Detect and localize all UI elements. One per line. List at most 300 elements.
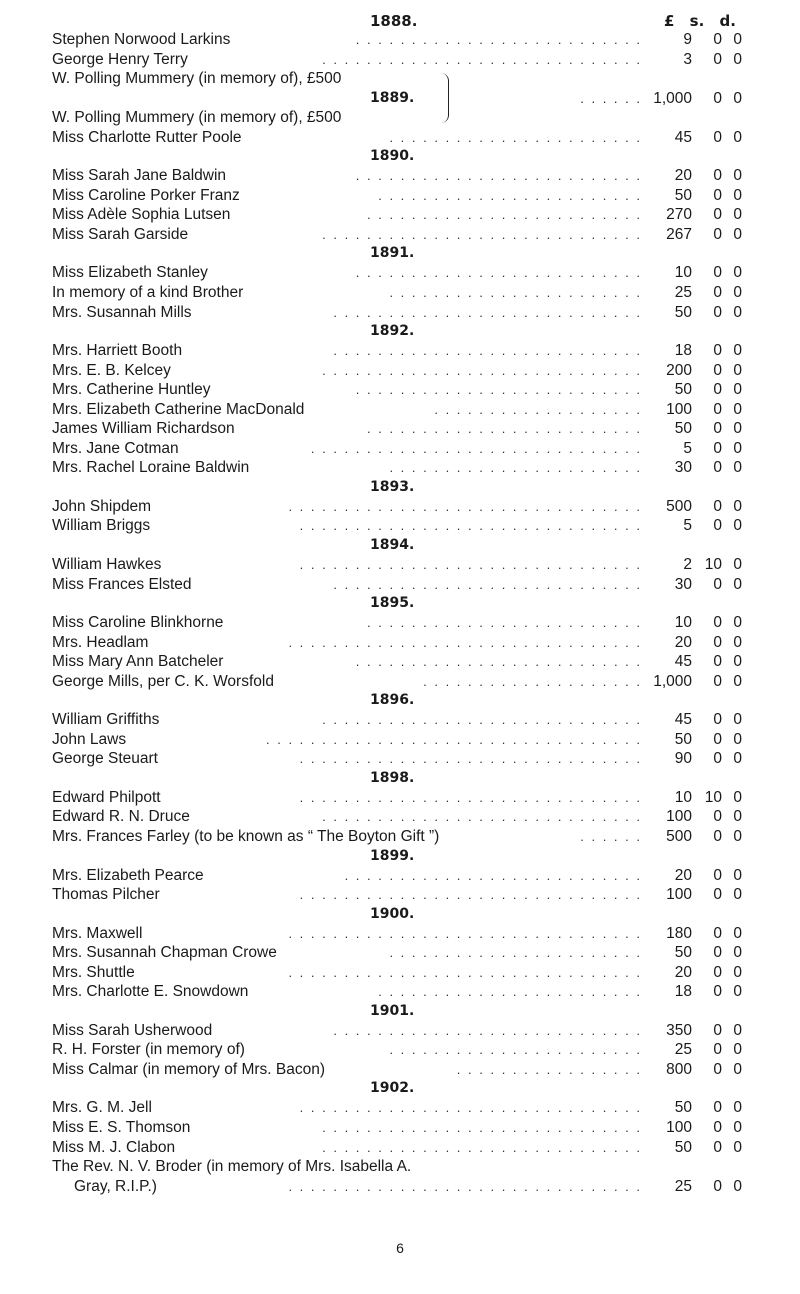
pounds: 200 [666, 361, 692, 379]
leader-dots: . . . . . . . . . . . . . . . . . . . . . . . . . . . . . . . [299, 518, 642, 534]
leader-dots: . . . . . . . . . . . . . . . . . . . . . . . . . . . . [333, 576, 642, 592]
shillings: 0 [713, 400, 722, 418]
donation-row [52, 885, 742, 905]
leader-dots: . . . . . . . . . . . . . . . . . . . . . . . . . . . . . . [310, 440, 642, 456]
shillings: 0 [713, 283, 722, 301]
donor-name: Mrs. Maxwell [52, 924, 143, 942]
shillings: 0 [713, 50, 722, 68]
shillings: 0 [713, 420, 722, 438]
shillings: 0 [713, 808, 722, 826]
pence: 0 [733, 31, 742, 48]
donor-name: Mrs. E. B. Kelcey [52, 361, 171, 379]
shillings: 0 [713, 886, 722, 904]
pence: 0 [733, 283, 742, 301]
pence: 0 [733, 225, 742, 243]
pounds: 270 [666, 206, 692, 224]
pounds: 50 [674, 944, 692, 962]
donation-row [52, 497, 742, 517]
shillings: 0 [713, 128, 722, 146]
donor-name: George Steuart [52, 750, 158, 768]
shillings: 0 [713, 381, 722, 399]
after-bracket-rows [52, 128, 742, 148]
year-heading: 1888. [370, 12, 418, 30]
shillings: 0 [713, 1099, 722, 1117]
year-group [52, 847, 742, 905]
donor-name: Mrs. Catherine Huntley [52, 381, 211, 399]
leader-dots: . . . . . . . . . . . . . . . . . . . . . . . . . . [355, 382, 642, 398]
donations-list-page [52, 0, 742, 1196]
donor-name: Mrs. Jane Cotman [52, 439, 179, 457]
donor-name: Stephen Norwood Larkins [52, 31, 231, 48]
pounds: 45 [674, 711, 692, 729]
shillings: 0 [713, 264, 722, 282]
donation-row [52, 827, 742, 847]
leader-dots: . . . . . . . . . . . . . . . . . . . . . . . . . . . [344, 867, 642, 883]
pounds: 20 [674, 963, 692, 981]
pence: 0 [733, 1060, 742, 1078]
year-heading: 1890. [370, 148, 415, 165]
pounds: 2 [683, 555, 692, 573]
donation-row [52, 1118, 742, 1138]
year-heading: 1894. [370, 536, 415, 553]
pounds: 30 [674, 459, 692, 477]
donation-row [52, 516, 742, 536]
pounds: 9 [683, 31, 692, 48]
pence: 0 [733, 730, 742, 748]
pence: 0 [733, 750, 742, 768]
donor-name: Mrs. Elizabeth Pearce [52, 866, 204, 884]
leader-dots: . . . . . . [580, 829, 642, 844]
year-heading: 1902. [370, 1080, 415, 1097]
donation-row [52, 652, 742, 672]
year-heading: 1895. [370, 595, 415, 612]
donation-row [52, 963, 742, 983]
currency-headings [664, 12, 736, 30]
leader-dots: . . . . . . . . . . . . . . . . . . . . . . . . . . . . [333, 304, 642, 320]
year-heading: 1899. [370, 847, 415, 864]
pence: 0 [733, 886, 742, 904]
leader-dots: . . . . . . . . . . . . . . . . . . . . . . . . . . . . [333, 1022, 642, 1038]
shillings: 0 [713, 1041, 722, 1059]
shillings: 0 [713, 1177, 722, 1195]
donation-row [52, 943, 742, 963]
leader-dots: . . . . . . . . . . . . . . . . . . . . . . . . . . . . . . . . [288, 498, 642, 514]
year-group [52, 691, 742, 769]
brace-mark [440, 73, 449, 123]
donation-row [52, 1060, 742, 1080]
shillings: 0 [713, 361, 722, 379]
donor-name: Miss Charlotte Rutter Poole [52, 128, 242, 146]
pence: 0 [733, 555, 742, 573]
shillings: 0 [713, 206, 722, 224]
pound-heading: £ [664, 12, 675, 30]
donor-name: Miss Caroline Porker Franz [52, 186, 240, 204]
shillings: 0 [713, 866, 722, 884]
year-heading: 1896. [370, 692, 415, 709]
pence: 0 [733, 128, 742, 146]
pounds: 180 [666, 924, 692, 942]
leader-dots: . . . . . . . . . . . . . . . . . . . . . . . . . . . . . . . . . . [266, 731, 642, 747]
donation-row [52, 361, 742, 381]
year-group [52, 244, 742, 322]
shillings: 0 [713, 31, 722, 48]
pence: 0 [733, 420, 742, 438]
leader-dots: . . . . . . . . . . . . . . . . . . . . . . . . . [367, 615, 642, 631]
pounds: 267 [666, 225, 692, 243]
pounds: 100 [666, 1119, 692, 1137]
donor-name: Miss Caroline Blinkhorne [52, 614, 224, 632]
pence: 0 [733, 1177, 742, 1195]
pounds: 25 [674, 283, 692, 301]
pounds: 100 [666, 808, 692, 826]
donation-row [52, 730, 742, 750]
shillings: 0 [713, 614, 722, 632]
donor-name: Miss E. S. Thomson [52, 1119, 191, 1137]
pounds: 350 [666, 1021, 692, 1039]
leader-dots: . . . . . . . . . . . . . . . . . . . [434, 401, 642, 417]
donor-name: William Griffiths [52, 711, 160, 729]
donor-name: In memory of a kind Brother [52, 283, 244, 301]
donation-row [52, 225, 742, 245]
shillings: 0 [713, 653, 722, 671]
leader-dots: . . . . . . . . . . . . . . . . . . . . . . . . . . . . . [322, 226, 642, 242]
donation-row [52, 50, 742, 70]
donation-row [52, 924, 742, 944]
donation-row [52, 439, 742, 459]
pence: 0 [733, 50, 742, 68]
leader-dots: . . . . . . . . . . . . . . . . . . . . [423, 673, 642, 689]
leader-dots: . . . . . . . . . . . . . . . . . . . . . . . . . . [355, 265, 642, 281]
year-heading: 1898. [370, 769, 415, 786]
leader-dots: . . . . . . . . . . . . . . . . . . . . . . . . . . . . . . . [299, 751, 642, 767]
shillings: 0 [713, 89, 722, 107]
leader-dots: . . . . . . . . . . . . . . . . . . . . . . . . . . . . . [322, 809, 642, 825]
leader-dots: . . . . . . . . . . . . . . . . . . . . . . . . . . . . . [322, 712, 642, 728]
pence: 0 [733, 439, 742, 457]
leader-dots: . . . . . . . . . . . . . . . . . . . . . . . [389, 129, 642, 145]
shillings: 0 [713, 517, 722, 535]
donor-name: Miss Sarah Usherwood [52, 1021, 213, 1039]
pounds: 18 [674, 342, 692, 360]
leader-dots: . . . . . . . . . . . . . . . . . . . . . . . . . . [355, 32, 642, 47]
pence: 0 [733, 983, 742, 1001]
leader-dots: . . . . . . . . . . . . . . . . . . . . . . . . . . [355, 168, 642, 184]
shillings: 0 [713, 633, 722, 651]
pence: 0 [733, 167, 742, 185]
pounds: 30 [674, 575, 692, 593]
leader-dots: . . . . . . . . . . . . . . . . . . . . . . . . . . . . . . . [299, 887, 642, 903]
pounds: 50 [674, 381, 692, 399]
leader-dots: . . . . . . . . . . . . . . . . . . . . . . . . . . . . . . . [299, 789, 642, 805]
donation-row [52, 341, 742, 361]
pounds: 1,000 [653, 89, 692, 107]
pence: 0 [733, 497, 742, 515]
donation-row [52, 788, 742, 808]
pence: 0 [733, 459, 742, 477]
donation-row [52, 672, 742, 692]
donation-row [52, 749, 742, 769]
first-rows [52, 30, 742, 69]
pounds: 45 [674, 653, 692, 671]
bracketed-entry [52, 69, 742, 128]
leader-dots: . . . . . . . . . . . . . . . . . . . . . . . . . . . . . [322, 1139, 642, 1155]
donation-row [52, 982, 742, 1002]
shillings: 0 [713, 186, 722, 204]
shillings: 10 [704, 788, 722, 806]
pounds: 50 [674, 1099, 692, 1117]
donation-row [52, 866, 742, 886]
donor-name: Mrs. Susannah Chapman Crowe [52, 944, 277, 962]
pounds: 20 [674, 866, 692, 884]
pence: 0 [733, 1041, 742, 1059]
donor-name: Mrs. Headlam [52, 633, 149, 651]
pounds: 50 [674, 1138, 692, 1156]
pence: 0 [733, 1119, 742, 1137]
donation-row [52, 205, 742, 225]
pence: 0 [733, 342, 742, 360]
donor-name: Thomas Pilcher [52, 886, 160, 904]
leader-dots: . . . . . . . . . . . . . . . . . . . . . . . . . . . . [333, 343, 642, 359]
year-heading: 1900. [370, 905, 415, 922]
pence: 0 [733, 672, 742, 690]
pounds: 800 [666, 1060, 692, 1078]
donor-name-continued: Gray, R.I.P.) [74, 1177, 157, 1195]
amount [642, 89, 742, 109]
donation-row [52, 186, 742, 206]
pence: 0 [733, 614, 742, 632]
pence: 0 [733, 944, 742, 962]
shillings: 0 [713, 167, 722, 185]
donation-row [52, 575, 742, 595]
shillings: 0 [713, 1138, 722, 1156]
donation-row [52, 555, 742, 575]
donor-name: William Briggs [52, 517, 151, 535]
donation-row [52, 263, 742, 283]
donation-row [52, 710, 742, 730]
pence: 0 [733, 828, 742, 845]
pounds: 20 [674, 167, 692, 185]
shillings: 0 [713, 342, 722, 360]
pounds: 500 [666, 497, 692, 515]
pounds: 10 [674, 788, 692, 806]
shillings: 0 [713, 575, 722, 593]
year-heading: 1889. [370, 89, 415, 106]
pence: 0 [733, 381, 742, 399]
shillings: 0 [713, 944, 722, 962]
donor-name: George Henry Terry [52, 50, 188, 68]
donor-name: Miss Mary Ann Batcheler [52, 653, 224, 671]
pence: 0 [733, 400, 742, 418]
pence: 0 [733, 788, 742, 806]
year-group [52, 147, 742, 244]
donor-name: Mrs. Susannah Mills [52, 303, 192, 321]
donor-name: Miss Sarah Garside [52, 225, 189, 243]
pence: 0 [733, 808, 742, 826]
leader-dots: . . . . . . . . . . . . . . . . . . . . . . . . . . . . . [322, 51, 642, 67]
year-groups [52, 147, 742, 1196]
year-heading: 1893. [370, 478, 415, 495]
pounds: 18 [674, 983, 692, 1001]
donation-row [52, 613, 742, 633]
shillings: 0 [713, 439, 722, 457]
year-group [52, 536, 742, 594]
shillings: 0 [713, 750, 722, 768]
shillings: 0 [713, 1119, 722, 1137]
shillings: 0 [713, 672, 722, 690]
shillings: 0 [713, 225, 722, 243]
pence: 0 [733, 924, 742, 942]
pence: 0 [733, 517, 742, 535]
donor-name: Mrs. Shuttle [52, 963, 135, 981]
donation-row [52, 166, 742, 186]
pounds: 50 [674, 186, 692, 204]
leader-dots: . . . . . . . . . . . . . . . . . . . . . . . . . . . . . . . . [288, 964, 642, 980]
donor-name: Mrs. G. M. Jell [52, 1099, 152, 1117]
shillings: 0 [713, 459, 722, 477]
pounds: 10 [674, 614, 692, 632]
donation-row [52, 1040, 742, 1060]
bracket-line-1: W. Polling Mummery (in memory of), £500 [52, 70, 342, 88]
leader-dots: . . . . . . . . . . . . . . . . . . . . . . . . . . . . . . . . [288, 925, 642, 941]
leader-dots: . . . . . . . . . . . . . . . . . . . . . . . . . . . . . . . [299, 1100, 642, 1116]
year-group [52, 478, 742, 536]
leader-dots: . . . . . . . . . . . . . . . . . . . . . . . . . [367, 421, 642, 437]
pence: 0 [733, 633, 742, 651]
year-heading: 1901. [370, 1002, 415, 1019]
pounds: 500 [666, 828, 692, 845]
pounds: 1,000 [653, 672, 692, 690]
pounds: 90 [674, 750, 692, 768]
donation-row [52, 400, 742, 420]
pence-heading: d. [719, 12, 736, 30]
donor-name: George Mills, per C. K. Worsfold [52, 672, 274, 690]
donation-row [52, 380, 742, 400]
donor-name: Mrs. Harriett Booth [52, 342, 183, 360]
donor-name: Edward Philpott [52, 788, 161, 806]
donation-row [52, 283, 742, 303]
pounds: 45 [674, 128, 692, 146]
year-group [52, 905, 742, 1002]
donor-name: Miss Calmar (in memory of Mrs. Bacon) [52, 1060, 326, 1078]
leader-dots: . . . . . . . . . . . . . . . . . . . . . . . [389, 945, 642, 961]
bracket-line-2: W. Polling Mummery (in memory of), £500 [52, 109, 342, 127]
year-heading: 1892. [370, 323, 415, 340]
pence: 0 [733, 575, 742, 593]
shillings: 10 [704, 555, 722, 573]
pounds: 50 [674, 303, 692, 321]
donation-row [52, 30, 742, 50]
shillings: 0 [713, 1021, 722, 1039]
year-group [52, 1002, 742, 1080]
pence: 0 [733, 1021, 742, 1039]
leader-dots: . . . . . . . . . . . . . . . . . . . . . . . . . [367, 207, 642, 223]
pence: 0 [733, 1138, 742, 1156]
pounds: 25 [674, 1177, 692, 1195]
year-group [52, 1079, 742, 1196]
leader-dots: . . . . . . . . . . . . . . . . . . . . . . . . . . . . . [322, 362, 642, 378]
donor-name: Mrs. Rachel Loraine Baldwin [52, 459, 250, 477]
shillings: 0 [713, 963, 722, 981]
shillings: 0 [713, 497, 722, 515]
pence: 0 [733, 361, 742, 379]
donor-name: Mrs. Charlotte E. Snowdown [52, 983, 249, 1001]
donor-name: William Hawkes [52, 555, 162, 573]
donation-row [52, 1021, 742, 1041]
donation-row [52, 807, 742, 827]
year-heading: 1891. [370, 245, 415, 262]
donation-row [52, 633, 742, 653]
pence: 0 [733, 711, 742, 729]
donation-row [52, 458, 742, 478]
donor-name: Miss Sarah Jane Baldwin [52, 167, 227, 185]
leader-dots: . . . . . . . . . . . . . . . . . . . . . . . . . . . . . . . [299, 556, 642, 572]
leader-dots: . . . . . . . . . . . . . . . . . . . . . . . [389, 460, 642, 476]
pounds: 5 [683, 517, 692, 535]
donor-name: Mrs. Frances Farley (to be known as “ The Boyton Gift ”) [52, 828, 440, 845]
leader-dots: . . . . . . . . . . . . . . . . . . . . . . . . . . . . . . . . [288, 1178, 642, 1194]
year-group [52, 322, 742, 478]
pounds: 50 [674, 730, 692, 748]
pounds: 100 [666, 400, 692, 418]
donor-name: John Shipdem [52, 497, 152, 515]
donation-row [52, 1098, 742, 1118]
pence: 0 [733, 303, 742, 321]
pence: 0 [733, 264, 742, 282]
shillings: 0 [713, 828, 722, 845]
page-number: 6 [396, 1240, 404, 1256]
shilling-heading: s. [689, 12, 705, 30]
pounds: 10 [674, 264, 692, 282]
column-header [52, 8, 742, 30]
donation-row [52, 128, 742, 148]
shillings: 0 [713, 730, 722, 748]
shillings: 0 [713, 924, 722, 942]
leader-dots: . . . . . . . . . . . . . . . . . . . . . . . . . . . . . . . . [288, 634, 642, 650]
year-group [52, 594, 742, 691]
pounds: 100 [666, 886, 692, 904]
shillings: 0 [713, 711, 722, 729]
pounds: 5 [683, 439, 692, 457]
shillings: 0 [713, 983, 722, 1001]
pounds: 50 [674, 420, 692, 438]
pence: 0 [733, 963, 742, 981]
donor-name: John Laws [52, 730, 127, 748]
donation-row [52, 419, 742, 439]
leader-dots: . . . . . . . . . . . . . . . . . . . . . . . . . . [355, 654, 642, 670]
donor-name: Miss Frances Elsted [52, 575, 192, 593]
leader-dots: . . . . . . . . . . . . . . . . . . . . . . . . [378, 187, 642, 203]
leader-dots: . . . . . . [580, 90, 642, 106]
leader-dots: . . . . . . . . . . . . . . . . . . . . . . . [389, 1042, 642, 1058]
leader-dots: . . . . . . . . . . . . . . . . . . . . . . . . . . . . . [322, 1120, 642, 1136]
shillings: 0 [713, 303, 722, 321]
donor-name: Miss M. J. Clabon [52, 1138, 176, 1156]
pence: 0 [733, 866, 742, 884]
donor-name: James William Richardson [52, 420, 235, 438]
pence: 0 [733, 186, 742, 204]
donor-name: Mrs. Elizabeth Catherine MacDonald [52, 400, 305, 418]
pounds: 25 [674, 1041, 692, 1059]
pounds: 3 [683, 50, 692, 68]
pence: 0 [733, 653, 742, 671]
donation-row [52, 303, 742, 323]
leader-dots: . . . . . . . . . . . . . . . . . . . . . . . . [378, 984, 642, 1000]
leader-dots: . . . . . . . . . . . . . . . . . [456, 1061, 642, 1077]
shillings: 0 [713, 1060, 722, 1078]
pence: 0 [733, 206, 742, 224]
pounds: 20 [674, 633, 692, 651]
year-group [52, 769, 742, 847]
